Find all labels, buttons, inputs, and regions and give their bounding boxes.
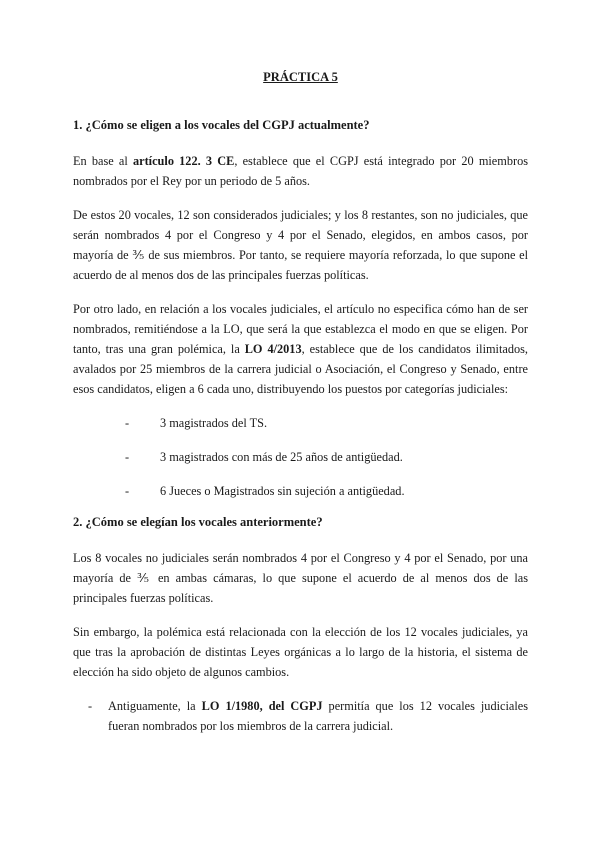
dash-bullet: - <box>125 484 130 498</box>
list-item-text: 3 magistrados del TS. <box>160 416 268 430</box>
q1-p3-text-pre: Por otro lado, en relación a los vocales judiciales, el artículo no especifica cómo han de ser nombrados, remitiéndose a la LO, que será la que establezca el modo en que se eligen. Por tanto, tras una gran polémica, la <box>73 302 528 356</box>
q1-paragraph-3 <box>73 299 528 399</box>
q1-p1-text-pre: En base al <box>73 154 133 168</box>
q1-p3-text-bold: LO 4/2013 <box>244 342 302 356</box>
q1-p3-text-post: , establece que de los candidatos ilimitados, avalados por 25 miembros de la carrera judicial o Asociación, el Congreso y Senado, entre esos candidatos, eligen a 6 cada uno, distribuyendo los puestos por categorías judiciales: <box>73 342 528 396</box>
q1-paragraph-2: De estos 20 vocales, 12 son considerados judiciales; y los 8 restantes, son no judiciales, que serán nombrados 4 por el Congreso y 4 por el Senado, elegidos, en ambos casos, por mayoría de ⅗ de sus miembros. Por tanto, se requiere mayoría reforzada, lo que supone el acuerdo de al menos dos de las principales fuerzas políticas. <box>73 208 528 282</box>
q2-paragraph-2: Sin embargo, la polémica está relacionada con la elección de los 12 vocales judiciales, ya que tras la aprobación de distintas Leyes orgánicas a lo largo de la historia, el sistema de elección ha sido objeto de algunos cambios. <box>73 625 528 679</box>
q2-item-text-bold: LO 1/1980, del CGPJ <box>201 699 323 713</box>
list-item-text: 3 magistrados con más de 25 años de antigüedad. <box>160 450 403 464</box>
dash-bullet: - <box>125 416 130 430</box>
list-item <box>73 696 528 736</box>
question-2-heading: 2. ¿Cómo se elegían los vocales anteriormente? <box>73 515 323 529</box>
q2-item-text-pre: Antiguamente, la <box>108 699 202 713</box>
list-item-text <box>108 696 528 736</box>
list-item <box>73 481 528 501</box>
dash-bullet: - <box>88 699 93 713</box>
document-title: PRÁCTICA 5 <box>263 70 338 84</box>
q1-paragraph-1 <box>73 151 528 191</box>
q2-paragraph-1: Los 8 vocales no judiciales serán nombrados 4 por el Congreso y 4 por el Senado, por una mayoría de ⅗ en ambas cámaras, lo que supone el acuerdo de al menos dos de las principales fuerzas políticas. <box>73 551 528 605</box>
judicial-categories-list <box>73 413 528 501</box>
q1-p1-text-bold: artículo 122. 3 CE <box>132 154 235 168</box>
dash-bullet: - <box>125 450 130 464</box>
list-item-text: 6 Jueces o Magistrados sin sujeción a antigüedad. <box>160 484 405 498</box>
q2-item-text-post: permitía que los 12 vocales judiciales fueran nombrados por los miembros de la carrera judicial. <box>108 699 528 733</box>
question-1-heading: 1. ¿Cómo se eligen a los vocales del CGPJ actualmente? <box>73 118 370 132</box>
history-list <box>73 696 528 736</box>
list-item <box>73 413 528 433</box>
q1-p1-text-post: , establece que el CGPJ está integrado por 20 miembros nombrados por el Rey por un periodo de 5 años. <box>73 154 528 188</box>
list-item <box>73 447 528 467</box>
